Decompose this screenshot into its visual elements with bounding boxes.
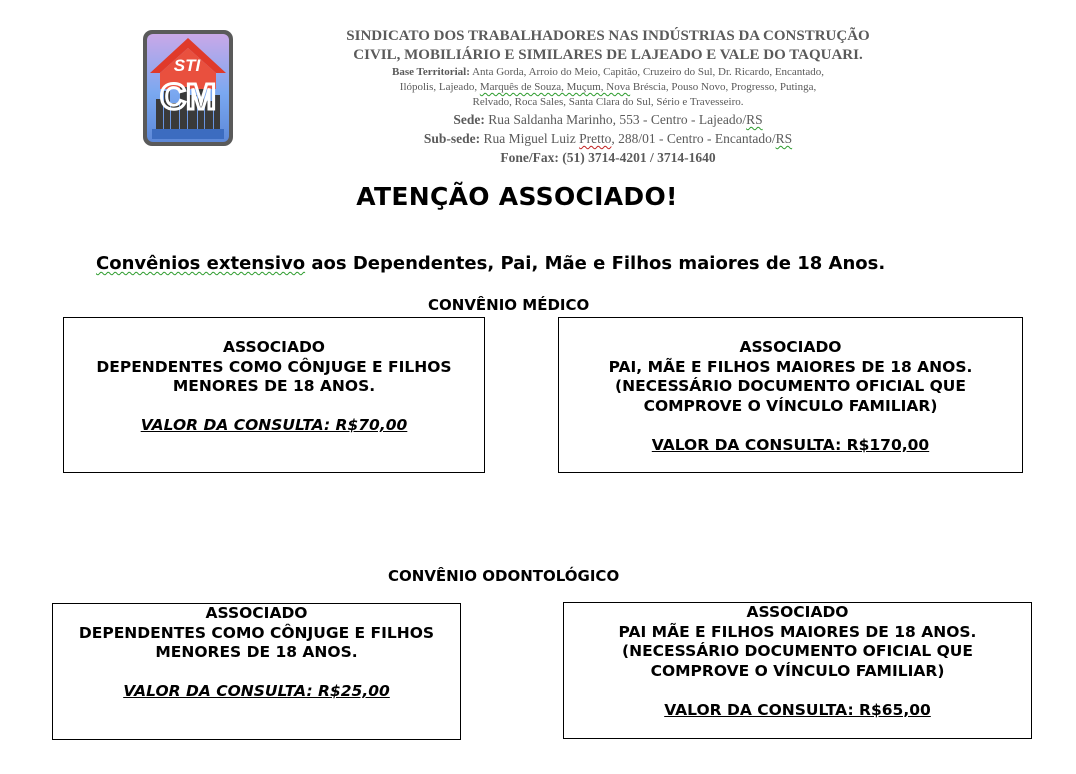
sede-label: Sede: bbox=[453, 112, 485, 127]
logo-sti-text: STI bbox=[173, 56, 201, 75]
subtitle bbox=[96, 253, 885, 274]
subtitle-part2: aos Dependentes, Pai, Mãe e Filhos maiores de 18 Anos. bbox=[305, 253, 886, 274]
consultation-price: VALOR DA CONSULTA: R$25,00 bbox=[123, 682, 390, 700]
box-line: COMPROVE O VÍNCULO FAMILIAR) bbox=[650, 661, 945, 680]
box-line: ASSOCIADO bbox=[223, 338, 325, 356]
box-line: ASSOCIADO bbox=[739, 338, 842, 356]
logo-cm-text: CM bbox=[160, 76, 216, 117]
consultation-price: VALOR DA CONSULTA: R$70,00 bbox=[140, 416, 408, 434]
subsede-address-b: Pretto bbox=[579, 131, 612, 146]
page-title: ATENÇÃO ASSOCIADO! bbox=[356, 182, 678, 211]
box-line: PAI, MÃE E FILHOS MAIORES DE 18 ANOS. bbox=[608, 357, 973, 376]
phone-line bbox=[290, 148, 926, 167]
subsede-state: RS bbox=[775, 131, 793, 146]
base-territorial-cities-2b: Marquês de Souza, Muçum, Nova bbox=[479, 81, 631, 93]
box-line: DEPENDENTES COMO CÔNJUGE E FILHOS bbox=[78, 623, 435, 642]
box-line: PAI MÃE E FILHOS MAIORES DE 18 ANOS. bbox=[618, 622, 977, 641]
union-name-line2: CIVIL, MOBILIÁRIO E SIMILARES DE LAJEADO E VALE DO TAQUARI. bbox=[353, 47, 863, 63]
medical-box-associate-dependents bbox=[63, 317, 485, 473]
sede-state: RS bbox=[746, 112, 763, 127]
subsede-address-a: Rua Miguel Luiz bbox=[483, 131, 576, 146]
box-line: MENORES DE 18 ANOS. bbox=[155, 643, 358, 661]
subtitle-part1: Convênios extensivo bbox=[96, 253, 306, 274]
union-name-line1: SINDICATO DOS TRABALHADORES NAS INDÚSTRIAS DA CONSTRUÇÃO bbox=[346, 28, 870, 44]
base-territorial-line2 bbox=[290, 80, 926, 95]
sede-line bbox=[290, 110, 926, 129]
letterhead bbox=[290, 27, 926, 167]
box-line: (NECESSÁRIO DOCUMENTO OFICIAL QUE bbox=[622, 642, 973, 660]
section-title-dental: CONVÊNIO ODONTOLÓGICO bbox=[388, 567, 620, 585]
phone-value: (51) 3714-4201 / 3714-1640 bbox=[562, 150, 716, 165]
subsede-label: Sub-sede: bbox=[423, 131, 481, 146]
union-logo bbox=[142, 29, 234, 147]
base-territorial-line1 bbox=[290, 65, 926, 80]
base-territorial-cities-2a: Ilópolis, Lajeado, bbox=[399, 81, 478, 93]
subsede-address-c: , 288/01 - Centro - Encantado/ bbox=[611, 131, 776, 146]
consultation-price: VALOR DA CONSULTA: R$170,00 bbox=[651, 435, 930, 454]
medical-box-parents-adult-children bbox=[558, 317, 1023, 473]
box-line: (NECESSÁRIO DOCUMENTO OFICIAL QUE bbox=[615, 377, 966, 395]
dental-box-parents-adult-children bbox=[563, 602, 1032, 739]
phone-label: Fone/Fax: bbox=[500, 150, 559, 165]
consultation-price: VALOR DA CONSULTA: R$65,00 bbox=[664, 700, 931, 719]
box-line: DEPENDENTES COMO CÔNJUGE E FILHOS bbox=[96, 357, 452, 376]
subsede-line bbox=[290, 129, 926, 148]
sede-address: Rua Saldanha Marinho, 553 - Centro - Lajeado/ bbox=[488, 112, 747, 127]
box-line: MENORES DE 18 ANOS. bbox=[172, 377, 376, 395]
box-line: ASSOCIADO bbox=[205, 604, 308, 622]
section-title-medical: CONVÊNIO MÉDICO bbox=[428, 296, 590, 314]
base-territorial-cities-1: Anta Gorda, Arroio do Meio, Capitão, Cruzeiro do Sul, Dr. Ricardo, Encantado, bbox=[472, 66, 824, 78]
base-territorial-line3: Relvado, Roca Sales, Santa Clara do Sul, Sério e Travesseiro. bbox=[472, 96, 744, 108]
base-territorial-cities-2c: Bréscia, Pouso Novo, Progresso, Putinga, bbox=[632, 81, 817, 93]
box-line: COMPROVE O VÍNCULO FAMILIAR) bbox=[643, 396, 938, 415]
box-line: ASSOCIADO bbox=[746, 603, 849, 621]
dental-box-associate-dependents bbox=[52, 603, 461, 740]
base-territorial-label: Base Territorial: bbox=[392, 66, 470, 78]
